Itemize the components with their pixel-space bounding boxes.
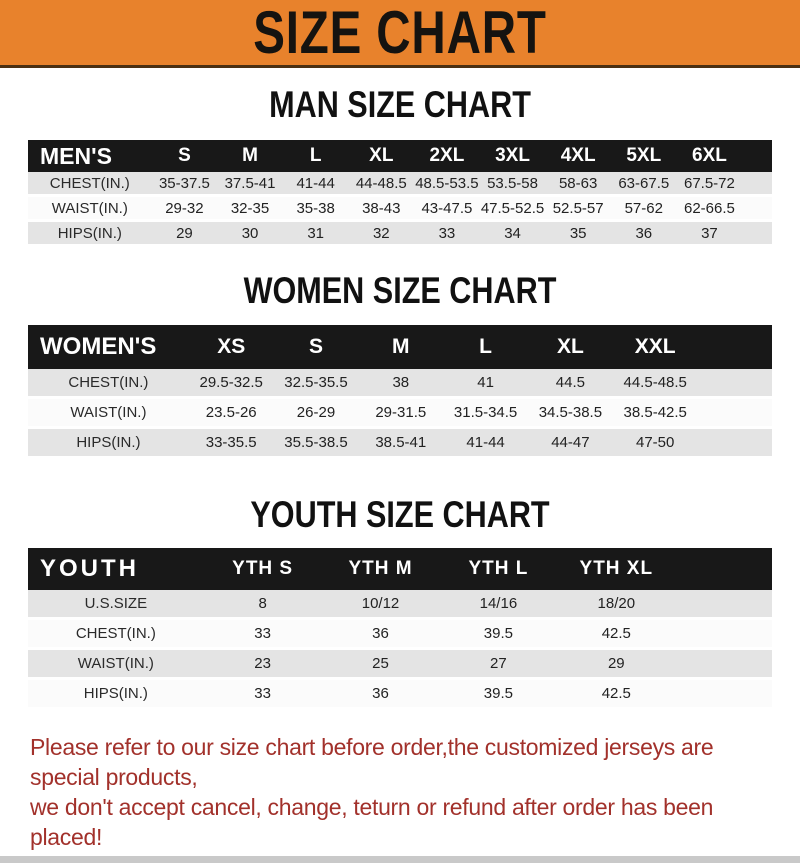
row-label: WAIST(IN.) [28, 650, 204, 680]
table-row [28, 620, 772, 650]
row-label: U.S.SIZE [28, 590, 204, 620]
column-header: 6XL [677, 140, 743, 172]
women-section-heading [0, 271, 800, 311]
column-header: M [358, 325, 443, 369]
cell-value: 31.5-34.5 [443, 399, 528, 429]
cell-value: 35.5-38.5 [274, 429, 359, 459]
row-label: WAIST(IN.) [28, 399, 189, 429]
row-spacer [698, 429, 772, 459]
table-row [28, 680, 772, 710]
cell-value: 33-35.5 [189, 429, 274, 459]
header-spacer [675, 548, 772, 590]
men-section-heading [0, 85, 800, 125]
cell-value: 53.5-58 [480, 172, 546, 197]
column-header: 3XL [480, 140, 546, 172]
cell-value: 38.5-41 [358, 429, 443, 459]
cell-value: 39.5 [439, 620, 557, 650]
cell-value: 41-44 [443, 429, 528, 459]
cell-value: 14/16 [439, 590, 557, 620]
cell-value: 8 [204, 590, 322, 620]
row-label: CHEST(IN.) [28, 620, 204, 650]
disclaimer-line-1: Please refer to our size chart before order,the customized jerseys are special products, [30, 734, 714, 790]
row-label: CHEST(IN.) [28, 369, 189, 399]
column-header: 5XL [611, 140, 677, 172]
cell-value: 34 [480, 222, 546, 247]
cell-value: 32 [348, 222, 414, 247]
bottom-strip [0, 856, 800, 863]
disclaimer-text [0, 710, 800, 852]
column-header: XL [348, 140, 414, 172]
cell-value: 33 [414, 222, 480, 247]
cell-value: 47.5-52.5 [480, 197, 546, 222]
cell-value: 37 [677, 222, 743, 247]
cell-value: 38-43 [348, 197, 414, 222]
row-spacer [742, 222, 772, 247]
table-row [28, 590, 772, 620]
header-spacer [698, 325, 772, 369]
cell-value: 10/12 [322, 590, 440, 620]
youth-section-heading-text: YOUTH SIZE CHART [250, 493, 550, 536]
cell-value: 30 [217, 222, 283, 247]
table-corner-label: YOUTH [28, 548, 204, 590]
table-row [28, 172, 772, 197]
disclaimer-line-2: we don't accept cancel, change, teturn or refund after order has been placed! [30, 794, 714, 850]
cell-value: 32.5-35.5 [274, 369, 359, 399]
men-size-table [28, 140, 772, 247]
row-spacer [698, 369, 772, 399]
column-header: YTH L [439, 548, 557, 590]
cell-value: 36 [611, 222, 677, 247]
cell-value: 57-62 [611, 197, 677, 222]
cell-value: 26-29 [274, 399, 359, 429]
column-header: XXL [613, 325, 698, 369]
youth-section-heading [0, 495, 800, 535]
cell-value: 44-47 [528, 429, 613, 459]
row-spacer [742, 172, 772, 197]
cell-value: 32-35 [217, 197, 283, 222]
column-header: S [274, 325, 359, 369]
cell-value: 31 [283, 222, 349, 247]
cell-value: 38.5-42.5 [613, 399, 698, 429]
column-header: YTH XL [557, 548, 675, 590]
cell-value: 44-48.5 [348, 172, 414, 197]
cell-value: 35-37.5 [152, 172, 218, 197]
cell-value: 43-47.5 [414, 197, 480, 222]
cell-value: 47-50 [613, 429, 698, 459]
cell-value: 34.5-38.5 [528, 399, 613, 429]
cell-value: 36 [322, 620, 440, 650]
cell-value: 23.5-26 [189, 399, 274, 429]
youth-size-table [28, 548, 772, 710]
table-row [28, 399, 772, 429]
table-corner-label: MEN'S [28, 140, 152, 172]
cell-value: 18/20 [557, 590, 675, 620]
cell-value: 23 [204, 650, 322, 680]
cell-value: 63-67.5 [611, 172, 677, 197]
column-header: S [152, 140, 218, 172]
table-corner-label: WOMEN'S [28, 325, 189, 369]
row-label: HIPS(IN.) [28, 429, 189, 459]
cell-value: 62-66.5 [677, 197, 743, 222]
table-row [28, 222, 772, 247]
column-header: XL [528, 325, 613, 369]
cell-value: 27 [439, 650, 557, 680]
table-row [28, 197, 772, 222]
cell-value: 58-63 [545, 172, 611, 197]
header-spacer [742, 140, 772, 172]
cell-value: 29-31.5 [358, 399, 443, 429]
row-spacer [675, 590, 772, 620]
column-header: YTH M [322, 548, 440, 590]
cell-value: 39.5 [439, 680, 557, 710]
cell-value: 35 [545, 222, 611, 247]
cell-value: 42.5 [557, 680, 675, 710]
column-header: 2XL [414, 140, 480, 172]
size-chart-banner [0, 0, 800, 68]
cell-value: 25 [322, 650, 440, 680]
cell-value: 29 [557, 650, 675, 680]
cell-value: 41-44 [283, 172, 349, 197]
table-header-row [28, 325, 772, 369]
row-spacer [742, 197, 772, 222]
banner-title: SIZE CHART [253, 0, 547, 67]
cell-value: 37.5-41 [217, 172, 283, 197]
cell-value: 48.5-53.5 [414, 172, 480, 197]
table-row [28, 429, 772, 459]
table-row [28, 650, 772, 680]
row-spacer [675, 680, 772, 710]
cell-value: 38 [358, 369, 443, 399]
column-header: YTH S [204, 548, 322, 590]
table-header-row [28, 548, 772, 590]
cell-value: 29 [152, 222, 218, 247]
cell-value: 36 [322, 680, 440, 710]
table-row [28, 369, 772, 399]
table-header-row [28, 140, 772, 172]
row-spacer [698, 399, 772, 429]
column-header: XS [189, 325, 274, 369]
cell-value: 67.5-72 [677, 172, 743, 197]
row-label: HIPS(IN.) [28, 222, 152, 247]
cell-value: 35-38 [283, 197, 349, 222]
row-spacer [675, 650, 772, 680]
cell-value: 44.5-48.5 [613, 369, 698, 399]
column-header: L [283, 140, 349, 172]
row-spacer [675, 620, 772, 650]
column-header: 4XL [545, 140, 611, 172]
cell-value: 42.5 [557, 620, 675, 650]
cell-value: 52.5-57 [545, 197, 611, 222]
column-header: M [217, 140, 283, 172]
cell-value: 33 [204, 680, 322, 710]
men-section-heading-text: MAN SIZE CHART [269, 83, 531, 126]
cell-value: 44.5 [528, 369, 613, 399]
row-label: CHEST(IN.) [28, 172, 152, 197]
row-label: HIPS(IN.) [28, 680, 204, 710]
cell-value: 29-32 [152, 197, 218, 222]
women-size-table [28, 325, 772, 459]
cell-value: 33 [204, 620, 322, 650]
row-label: WAIST(IN.) [28, 197, 152, 222]
column-header: L [443, 325, 528, 369]
women-section-heading-text: WOMEN SIZE CHART [243, 269, 557, 312]
cell-value: 41 [443, 369, 528, 399]
cell-value: 29.5-32.5 [189, 369, 274, 399]
